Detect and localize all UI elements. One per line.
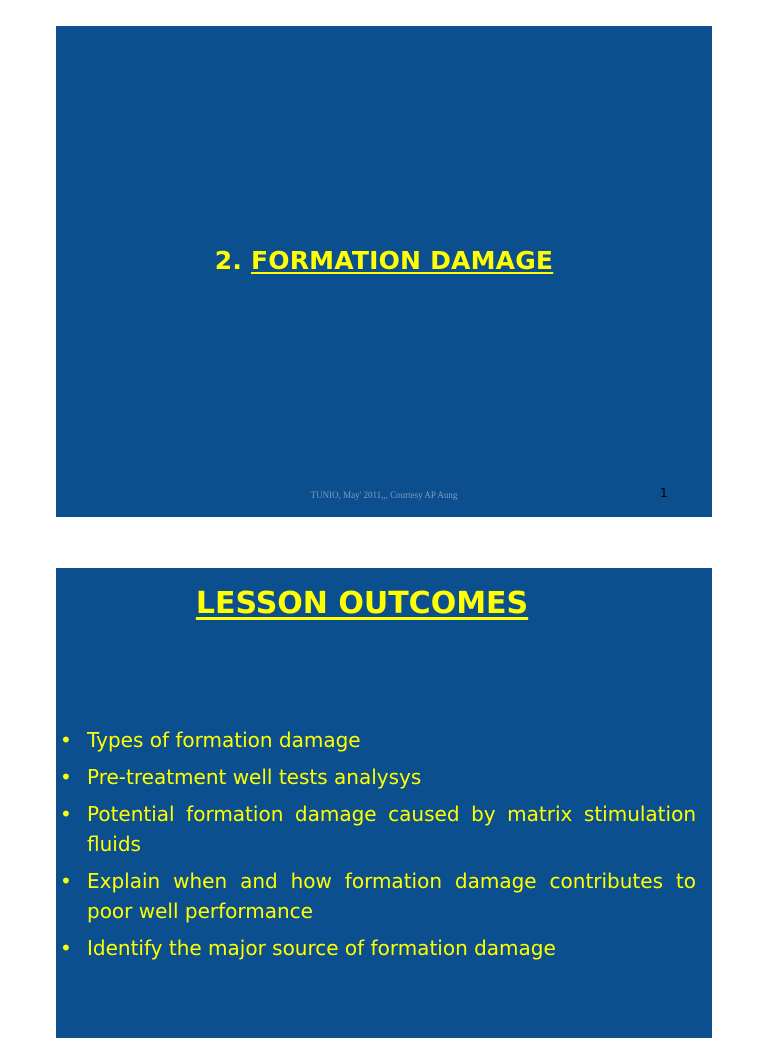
list-item: [60, 799, 696, 859]
list-item-text: Potential formation damage caused by matrix stimulation fluids: [87, 802, 696, 856]
title-text: FORMATION DAMAGE: [250, 246, 554, 275]
list-item: [60, 762, 696, 792]
list-item: [60, 866, 696, 926]
title-number: 2.: [214, 246, 251, 275]
outcomes-list: [60, 725, 696, 970]
bullet-icon: •: [60, 936, 72, 960]
slide-footer: TUNIO, May' 2011,,, Courtesy AP Aung: [310, 490, 458, 500]
bullet-icon: •: [60, 728, 72, 752]
slide-title: [56, 246, 712, 275]
bullet-icon: •: [60, 765, 72, 789]
list-item: [60, 725, 696, 755]
list-item-text: Identify the major source of formation damage: [87, 936, 556, 960]
bullet-icon: •: [60, 869, 72, 893]
bullet-icon: •: [60, 802, 72, 826]
list-item-text: Explain when and how formation damage contributes to poor well performance: [87, 869, 696, 923]
list-item-text: Types of formation damage: [87, 728, 361, 752]
slide-lesson-outcomes: [56, 568, 712, 1038]
slide-formation-damage: [56, 26, 712, 517]
list-item: [60, 933, 696, 963]
slide-title: LESSON OUTCOMES: [195, 586, 529, 621]
list-item-text: Pre-treatment well tests analysys: [87, 765, 422, 789]
page-number: 1: [660, 486, 668, 500]
